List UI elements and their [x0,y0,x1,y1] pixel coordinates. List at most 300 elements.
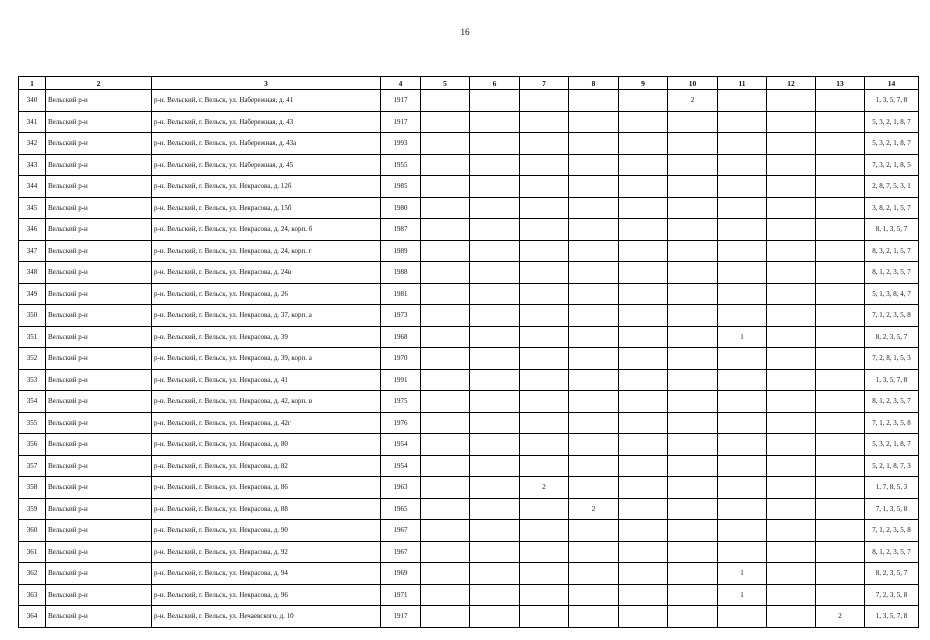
table-cell: р-н. Вельский, г. Вельск, ул. Некрасова, д. 39 [152,326,381,348]
table-cell [569,412,619,434]
table-cell [421,305,470,327]
table-cell [718,111,767,133]
table-cell [569,326,619,348]
table-cell [718,606,767,628]
table-cell [470,305,520,327]
table-cell: 340 [19,90,46,112]
table-cell: 2 [668,90,718,112]
table-cell [767,240,816,262]
table-cell: р-н. Вельский, г. Вельск, ул. Набережная, д. 43 [152,111,381,133]
table-cell [767,197,816,219]
table-cell: р-н. Вельский, г. Вельск, ул. Некрасова, д. 24в [152,262,381,284]
table-cell [470,348,520,370]
table-cell [816,584,865,606]
table-cell [718,412,767,434]
table-cell [520,154,569,176]
table-cell: 358 [19,477,46,499]
table-cell: 1987 [381,219,421,241]
table-cell: Вельский р-н [46,326,152,348]
table-cell: Вельский р-н [46,348,152,370]
table-cell [668,584,718,606]
table-cell [421,283,470,305]
table-cell: 2 [816,606,865,628]
table-cell: Вельский р-н [46,305,152,327]
table-cell: р-н. Вельский, г. Вельск, ул. Некрасова, д. 86 [152,477,381,499]
table-cell [421,176,470,198]
table-row [19,520,919,542]
table-cell [718,262,767,284]
table-cell [668,391,718,413]
table-cell: 350 [19,305,46,327]
table-cell [470,563,520,585]
table-cell [520,369,569,391]
table-cell: 341 [19,111,46,133]
table-cell [421,219,470,241]
table-cell: Вельский р-н [46,262,152,284]
table-cell: 1981 [381,283,421,305]
table-row [19,391,919,413]
table-cell: 2, 8, 7, 5, 3, 1 [865,176,919,198]
table-cell: Вельский р-н [46,520,152,542]
table-cell [619,498,668,520]
table-cell [520,412,569,434]
table-cell [520,520,569,542]
table-cell [421,541,470,563]
column-header: 5 [421,77,470,90]
table-cell: 8, 3, 2, 1, 5, 7 [865,240,919,262]
table-cell [619,391,668,413]
table-cell [767,412,816,434]
table-cell: 1973 [381,305,421,327]
table-cell [520,133,569,155]
table-cell [718,197,767,219]
table-cell [619,111,668,133]
table-row [19,176,919,198]
table-cell [619,240,668,262]
table-cell: р-н. Вельский, г. Вельск, ул. Некрасова, д. 96 [152,584,381,606]
table-cell [816,262,865,284]
table-cell [619,133,668,155]
table-cell [718,391,767,413]
table-cell: 1980 [381,197,421,219]
table-row [19,434,919,456]
table-cell [520,219,569,241]
table-cell [816,541,865,563]
table-cell [569,262,619,284]
table-cell [619,520,668,542]
table-cell [569,520,619,542]
table-cell [470,455,520,477]
table-cell: 3, 8, 2, 1, 5, 7 [865,197,919,219]
table-cell [619,541,668,563]
table-cell: 8, 1, 2, 3, 5, 7 [865,541,919,563]
table-cell: 348 [19,262,46,284]
table-cell: р-н. Вельский, г. Вельск, ул. Некрасова, д. 88 [152,498,381,520]
table-cell [767,111,816,133]
table-cell: Вельский р-н [46,455,152,477]
table-cell [470,412,520,434]
table-cell [767,283,816,305]
table-cell [470,584,520,606]
table-cell [718,477,767,499]
table-cell: 5, 2, 1, 8, 7, 3 [865,455,919,477]
table-cell [569,111,619,133]
table-cell: 355 [19,412,46,434]
table-cell: 8, 1, 3, 5, 7 [865,219,919,241]
table-cell [816,133,865,155]
table-cell [718,455,767,477]
table-cell [668,219,718,241]
table-cell: р-н. Вельский, г. Вельск, ул. Некрасова, д. 26 [152,283,381,305]
table-cell: 5, 1, 3, 8, 4, 7 [865,283,919,305]
table-cell [421,154,470,176]
table-cell [421,348,470,370]
table-cell: Вельский р-н [46,563,152,585]
table-cell [470,90,520,112]
table-body [19,90,919,628]
table-cell: р-н. Вельский, г. Вельск, ул. Некрасова, д. 92 [152,541,381,563]
table-cell [816,326,865,348]
table-cell [767,520,816,542]
table-cell [421,563,470,585]
table-cell [718,240,767,262]
table-cell [619,90,668,112]
table-cell [569,348,619,370]
table-cell [569,133,619,155]
column-header: 4 [381,77,421,90]
table-cell [718,154,767,176]
table-cell: 354 [19,391,46,413]
table-cell: 345 [19,197,46,219]
table-cell [668,606,718,628]
table-cell [767,133,816,155]
table-cell [421,90,470,112]
table-cell: 364 [19,606,46,628]
table-cell [520,606,569,628]
table-cell [767,176,816,198]
table-cell [569,154,619,176]
table-cell [718,305,767,327]
table-cell: 1967 [381,541,421,563]
table-cell: 1954 [381,455,421,477]
table-cell [668,455,718,477]
table-cell [718,90,767,112]
table-cell [470,606,520,628]
table-cell: 7, 1, 2, 3, 5, 8 [865,305,919,327]
table-cell [816,154,865,176]
table-cell: 346 [19,219,46,241]
table-cell: 7, 1, 2, 3, 5, 8 [865,520,919,542]
table-cell [520,326,569,348]
table-cell [668,541,718,563]
column-header: 3 [152,77,381,90]
table-cell: 1917 [381,90,421,112]
table-cell: р-н. Вельский, г. Вельск, ул. Некрасова, д. 15б [152,197,381,219]
table-cell: 347 [19,240,46,262]
table-cell: 1963 [381,477,421,499]
table-cell [520,391,569,413]
table-cell: р-н. Вельский, г. Вельск, ул. Нечаевского, д. 10 [152,606,381,628]
table-cell: 1991 [381,369,421,391]
table-cell [421,326,470,348]
table-cell [816,369,865,391]
table-cell [816,283,865,305]
table-cell: Вельский р-н [46,584,152,606]
table-row [19,606,919,628]
table-cell [520,305,569,327]
table-cell [520,541,569,563]
table-cell: р-н. Вельский, г. Вельск, ул. Набережная, д. 43а [152,133,381,155]
table-cell: 7, 3, 2, 1, 8, 5 [865,154,919,176]
table-cell: р-н. Вельский, г. Вельск, ул. Набережная, д. 45 [152,154,381,176]
table-cell [421,455,470,477]
table-cell [470,197,520,219]
table-row [19,369,919,391]
table-cell: р-н. Вельский, г. Вельск, ул. Некрасова, д. 42, корп. в [152,391,381,413]
table-cell [767,498,816,520]
table-cell [569,563,619,585]
column-header: 8 [569,77,619,90]
table-cell: 1, 3, 5, 7, 8 [865,369,919,391]
table-cell: р-н. Вельский, г. Вельск, ул. Некрасова, д. 80 [152,434,381,456]
table-cell [619,477,668,499]
table-row [19,326,919,348]
page-number: 16 [460,27,470,37]
table-row [19,498,919,520]
table-cell [619,197,668,219]
table-row [19,240,919,262]
table-row [19,90,919,112]
table-cell [668,369,718,391]
table-cell [470,240,520,262]
table-cell: Вельский р-н [46,197,152,219]
table-cell [470,262,520,284]
table-cell: Вельский р-н [46,498,152,520]
table-cell [767,541,816,563]
table-cell [569,606,619,628]
table-cell [520,262,569,284]
table-cell [619,219,668,241]
table-cell [520,455,569,477]
table-cell [767,391,816,413]
table-cell [619,563,668,585]
table-cell [470,111,520,133]
table-cell: 1, 3, 5, 7, 8 [865,606,919,628]
table-cell [668,305,718,327]
table-cell: 362 [19,563,46,585]
table-cell [619,606,668,628]
table-cell [816,219,865,241]
table-cell [421,369,470,391]
table-cell [520,348,569,370]
table-cell [619,455,668,477]
table-cell [520,563,569,585]
table-cell [668,563,718,585]
table-cell: Вельский р-н [46,434,152,456]
table-row [19,154,919,176]
table-cell [816,111,865,133]
table-cell: р-н. Вельский, г. Вельск, ул. Некрасова, д. 41 [152,369,381,391]
table-cell: Вельский р-н [46,219,152,241]
table-cell [569,197,619,219]
table-cell [718,541,767,563]
table-cell: 343 [19,154,46,176]
table-cell: Вельский р-н [46,176,152,198]
table-row [19,412,919,434]
table-cell: Вельский р-н [46,240,152,262]
table-cell [816,520,865,542]
table-cell: р-н. Вельский, г. Вельск, ул. Некрасова, д. 37, корп. а [152,305,381,327]
table-cell [470,219,520,241]
table-cell: Вельский р-н [46,391,152,413]
table-cell [668,111,718,133]
table-row [19,197,919,219]
table-cell: Вельский р-н [46,369,152,391]
table-cell [470,133,520,155]
table-cell [816,240,865,262]
table-cell [421,412,470,434]
table-cell [520,90,569,112]
table-row [19,283,919,305]
table-cell [421,434,470,456]
table-cell [470,369,520,391]
table-cell [421,262,470,284]
table-cell: 1970 [381,348,421,370]
table-cell: Вельский р-н [46,90,152,112]
table-cell [470,541,520,563]
table-cell [470,176,520,198]
column-header: 14 [865,77,919,90]
table-cell: 1 [718,563,767,585]
table-cell [421,498,470,520]
table-cell [569,90,619,112]
table-cell: 344 [19,176,46,198]
table-cell: 1975 [381,391,421,413]
table-cell [668,498,718,520]
table-cell [619,262,668,284]
table-cell [668,348,718,370]
table-cell: 342 [19,133,46,155]
column-header: 7 [520,77,569,90]
table-cell: р-н. Вельский, г. Вельск, ул. Некрасова, д. 42г [152,412,381,434]
table-cell: Вельский р-н [46,154,152,176]
table-cell [718,348,767,370]
table-cell [668,326,718,348]
table-cell: р-н. Вельский, г. Вельск, ул. Некрасова, д. 94 [152,563,381,585]
table-cell [668,176,718,198]
table-cell [816,434,865,456]
table-cell [470,326,520,348]
table-cell [569,305,619,327]
table-cell [520,498,569,520]
table-cell [767,219,816,241]
table-cell [569,584,619,606]
column-header: 10 [668,77,718,90]
table-cell [718,369,767,391]
table-row [19,455,919,477]
table-cell [816,498,865,520]
table-cell: 1965 [381,498,421,520]
table-cell [718,176,767,198]
table-cell: 1 [718,326,767,348]
table-cell [767,455,816,477]
table-row [19,563,919,585]
table-cell [668,197,718,219]
table-cell: 8, 2, 3, 5, 7 [865,563,919,585]
table-cell [470,391,520,413]
table-cell [520,197,569,219]
table-cell: р-н. Вельский, г. Вельск, ул. Набережная, д. 41 [152,90,381,112]
table-cell [767,154,816,176]
table-cell: р-н. Вельский, г. Вельск, ул. Некрасова, д. 24, корп. г [152,240,381,262]
table-cell [718,283,767,305]
table-cell: 7, 1, 3, 5, 8 [865,498,919,520]
table-cell [767,606,816,628]
table-cell: 7, 2, 3, 5, 8 [865,584,919,606]
table-cell: 1976 [381,412,421,434]
data-table [18,76,919,628]
table-cell [421,197,470,219]
table-cell: Вельский р-н [46,283,152,305]
table-container [18,76,911,628]
table-cell [569,477,619,499]
table-cell [767,305,816,327]
table-cell: р-н. Вельский, г. Вельск, ул. Некрасова, д. 90 [152,520,381,542]
table-row [19,219,919,241]
table-cell: 1, 7, 8, 5, 3 [865,477,919,499]
table-cell [569,219,619,241]
table-row [19,305,919,327]
table-cell: 1985 [381,176,421,198]
table-cell [816,90,865,112]
table-cell [767,563,816,585]
table-cell [470,434,520,456]
table-cell [569,455,619,477]
table-cell: 357 [19,455,46,477]
table-cell: 1 [718,584,767,606]
table-cell [668,520,718,542]
table-cell: 1917 [381,111,421,133]
table-cell [619,176,668,198]
table-cell [470,477,520,499]
table-cell [816,455,865,477]
table-cell [718,498,767,520]
column-header: 1 [19,77,46,90]
table-cell: 5, 3, 2, 1, 8, 7 [865,111,919,133]
table-cell [668,133,718,155]
table-cell [668,240,718,262]
table-cell [470,283,520,305]
table-cell: Вельский р-н [46,477,152,499]
table-cell: 1917 [381,606,421,628]
table-cell: 356 [19,434,46,456]
table-cell [520,584,569,606]
column-header: 12 [767,77,816,90]
table-cell [569,176,619,198]
column-header: 13 [816,77,865,90]
table-cell [816,305,865,327]
table-cell [767,262,816,284]
table-cell [619,154,668,176]
column-header: 11 [718,77,767,90]
table-cell [421,391,470,413]
table-cell [520,283,569,305]
table-cell [668,154,718,176]
table-cell [421,520,470,542]
table-cell [767,434,816,456]
table-cell: 5, 3, 2, 1, 8, 7 [865,133,919,155]
table-row [19,584,919,606]
